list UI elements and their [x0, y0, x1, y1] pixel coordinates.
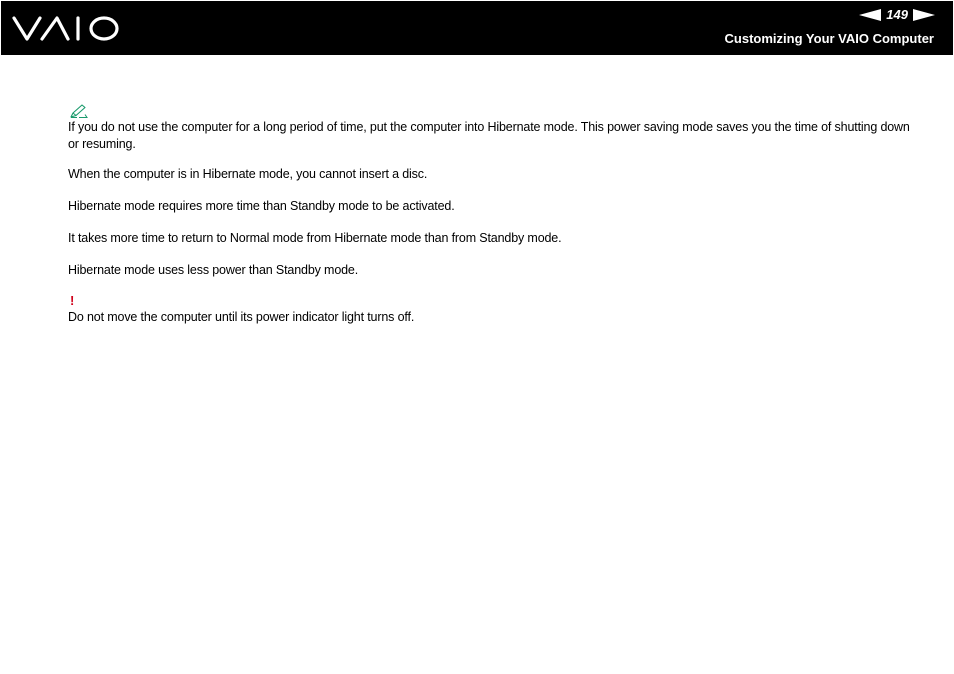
note-text: If you do not use the computer for a long period of time, put the computer into Hibernate mode. This power saving mode saves you the time of shutting down or resuming.: [68, 120, 910, 151]
paragraph-activation-time: Hibernate mode requires more time than Standby mode to be activated.: [68, 199, 455, 213]
warning-text: Do not move the computer until its power indicator light turns off.: [68, 310, 415, 324]
vaio-logo: [12, 15, 122, 43]
pencil-note-icon: [69, 104, 89, 119]
paragraph-power-usage: Hibernate mode uses less power than Standby mode.: [68, 263, 359, 277]
page-number: 149: [886, 7, 908, 22]
page-navigation: [859, 7, 935, 23]
next-page-arrow-icon[interactable]: [913, 9, 935, 21]
page-content: [68, 104, 918, 326]
paragraph-disc-insert: When the computer is in Hibernate mode, you cannot insert a disc.: [68, 167, 428, 181]
paragraph-return-time: It takes more time to return to Normal mode from Hibernate mode than from Standby mode.: [68, 231, 562, 245]
header-bar: [1, 1, 953, 55]
warning-exclamation-icon: !: [70, 293, 75, 308]
section-title: Customizing Your VAIO Computer: [724, 31, 934, 46]
previous-page-arrow-icon[interactable]: [859, 9, 881, 21]
